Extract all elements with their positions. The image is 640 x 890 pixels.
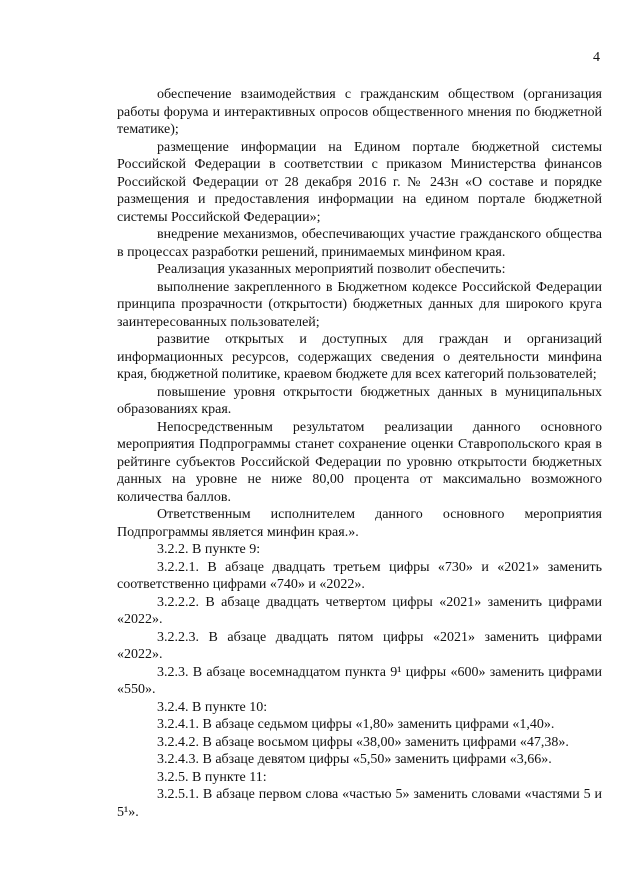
paragraph: 3.2.2.1. В абзаце двадцать третьем цифры «730» и «2021» заменить соответственно цифрами «740» и «2022».	[117, 559, 602, 592]
paragraph: 3.2.4.2. В абзаце восьмом цифры «38,00» заменить цифрами «47,38».	[157, 734, 569, 750]
paragraph: Ответственным исполнителем данного основного мероприятия Подпрограммы является минфин края.».	[117, 507, 602, 540]
paragraph: 3.2.4. В пункте 10:	[157, 699, 268, 715]
paragraph: повышение уровня открытости бюджетных данных в муниципальных образованиях края.	[117, 384, 602, 417]
paragraph: 3.2.2.3. В абзаце двадцать пятом цифры «2021» заменить цифрами «2022».	[117, 629, 602, 662]
paragraph: обеспечение взаимодействия с гражданским обществом (организация работы форума и интерактивных опросов общественного мнения по бюджетной тематике);	[117, 87, 602, 137]
paragraph: 3.2.5.1. В абзаце первом слова «частью 5» заменить словами «частями 5 и 5¹».	[117, 787, 602, 820]
paragraph: 3.2.4.1. В абзаце седьмом цифры «1,80» заменить цифрами «1,40».	[157, 717, 555, 732]
paragraph: Непосредственным результатом реализации данного основного мероприятия Подпрограммы станет сохранение оценки Ставропольского края в рейтинге субъектов Российской Федерации по уровню открытости бюджетных данных на уровне не ниже 80,00 процента от максимально возможного количества баллов.	[117, 419, 602, 505]
paragraph: 3.2.4.3. В абзаце девятом цифры «5,50» заменить цифрами «3,66».	[157, 752, 552, 767]
paragraph: 3.2.5. В пункте 11:	[157, 769, 267, 785]
paragraph: выполнение закрепленного в Бюджетном кодексе Российской Федерации принципа прозрачности (открытости) бюджетных данных для широкого круга заинтересованных пользователей;	[117, 279, 602, 330]
paragraph: развитие открытых и доступных для граждан и организаций информационных ресурсов, содержащих сведения о деятельности минфина края, бюджетной политике, краевом бюджете для всех категорий пользователей;	[117, 332, 602, 382]
paragraph: 3.2.2.2. В абзаце двадцать четвертом цифры «2021» заменить цифрами «2022».	[117, 594, 602, 627]
paragraph: Реализация указанных мероприятий позволит обеспечить:	[157, 262, 506, 277]
paragraph: 3.2.2. В пункте 9:	[157, 542, 261, 557]
document-body	[117, 86, 602, 821]
paragraph: размещение информации на Едином портале бюджетной системы Российской Федерации в соответствии с приказом Министерства финансов Российской Федерации от 28 декабря 2016 г. № 243н «О составе и порядке размещения и предоставления информации на едином портале бюджетной системы Российской Федерации»;	[117, 139, 602, 225]
paragraph: 3.2.3. В абзаце восемнадцатом пункта 9¹ цифры «600» заменить цифрами «550».	[117, 664, 602, 697]
page-number: 4	[593, 50, 600, 65]
paragraph: внедрение механизмов, обеспечивающих участие гражданского общества в процессах разработки решений, принимаемых минфином края.	[117, 227, 602, 260]
